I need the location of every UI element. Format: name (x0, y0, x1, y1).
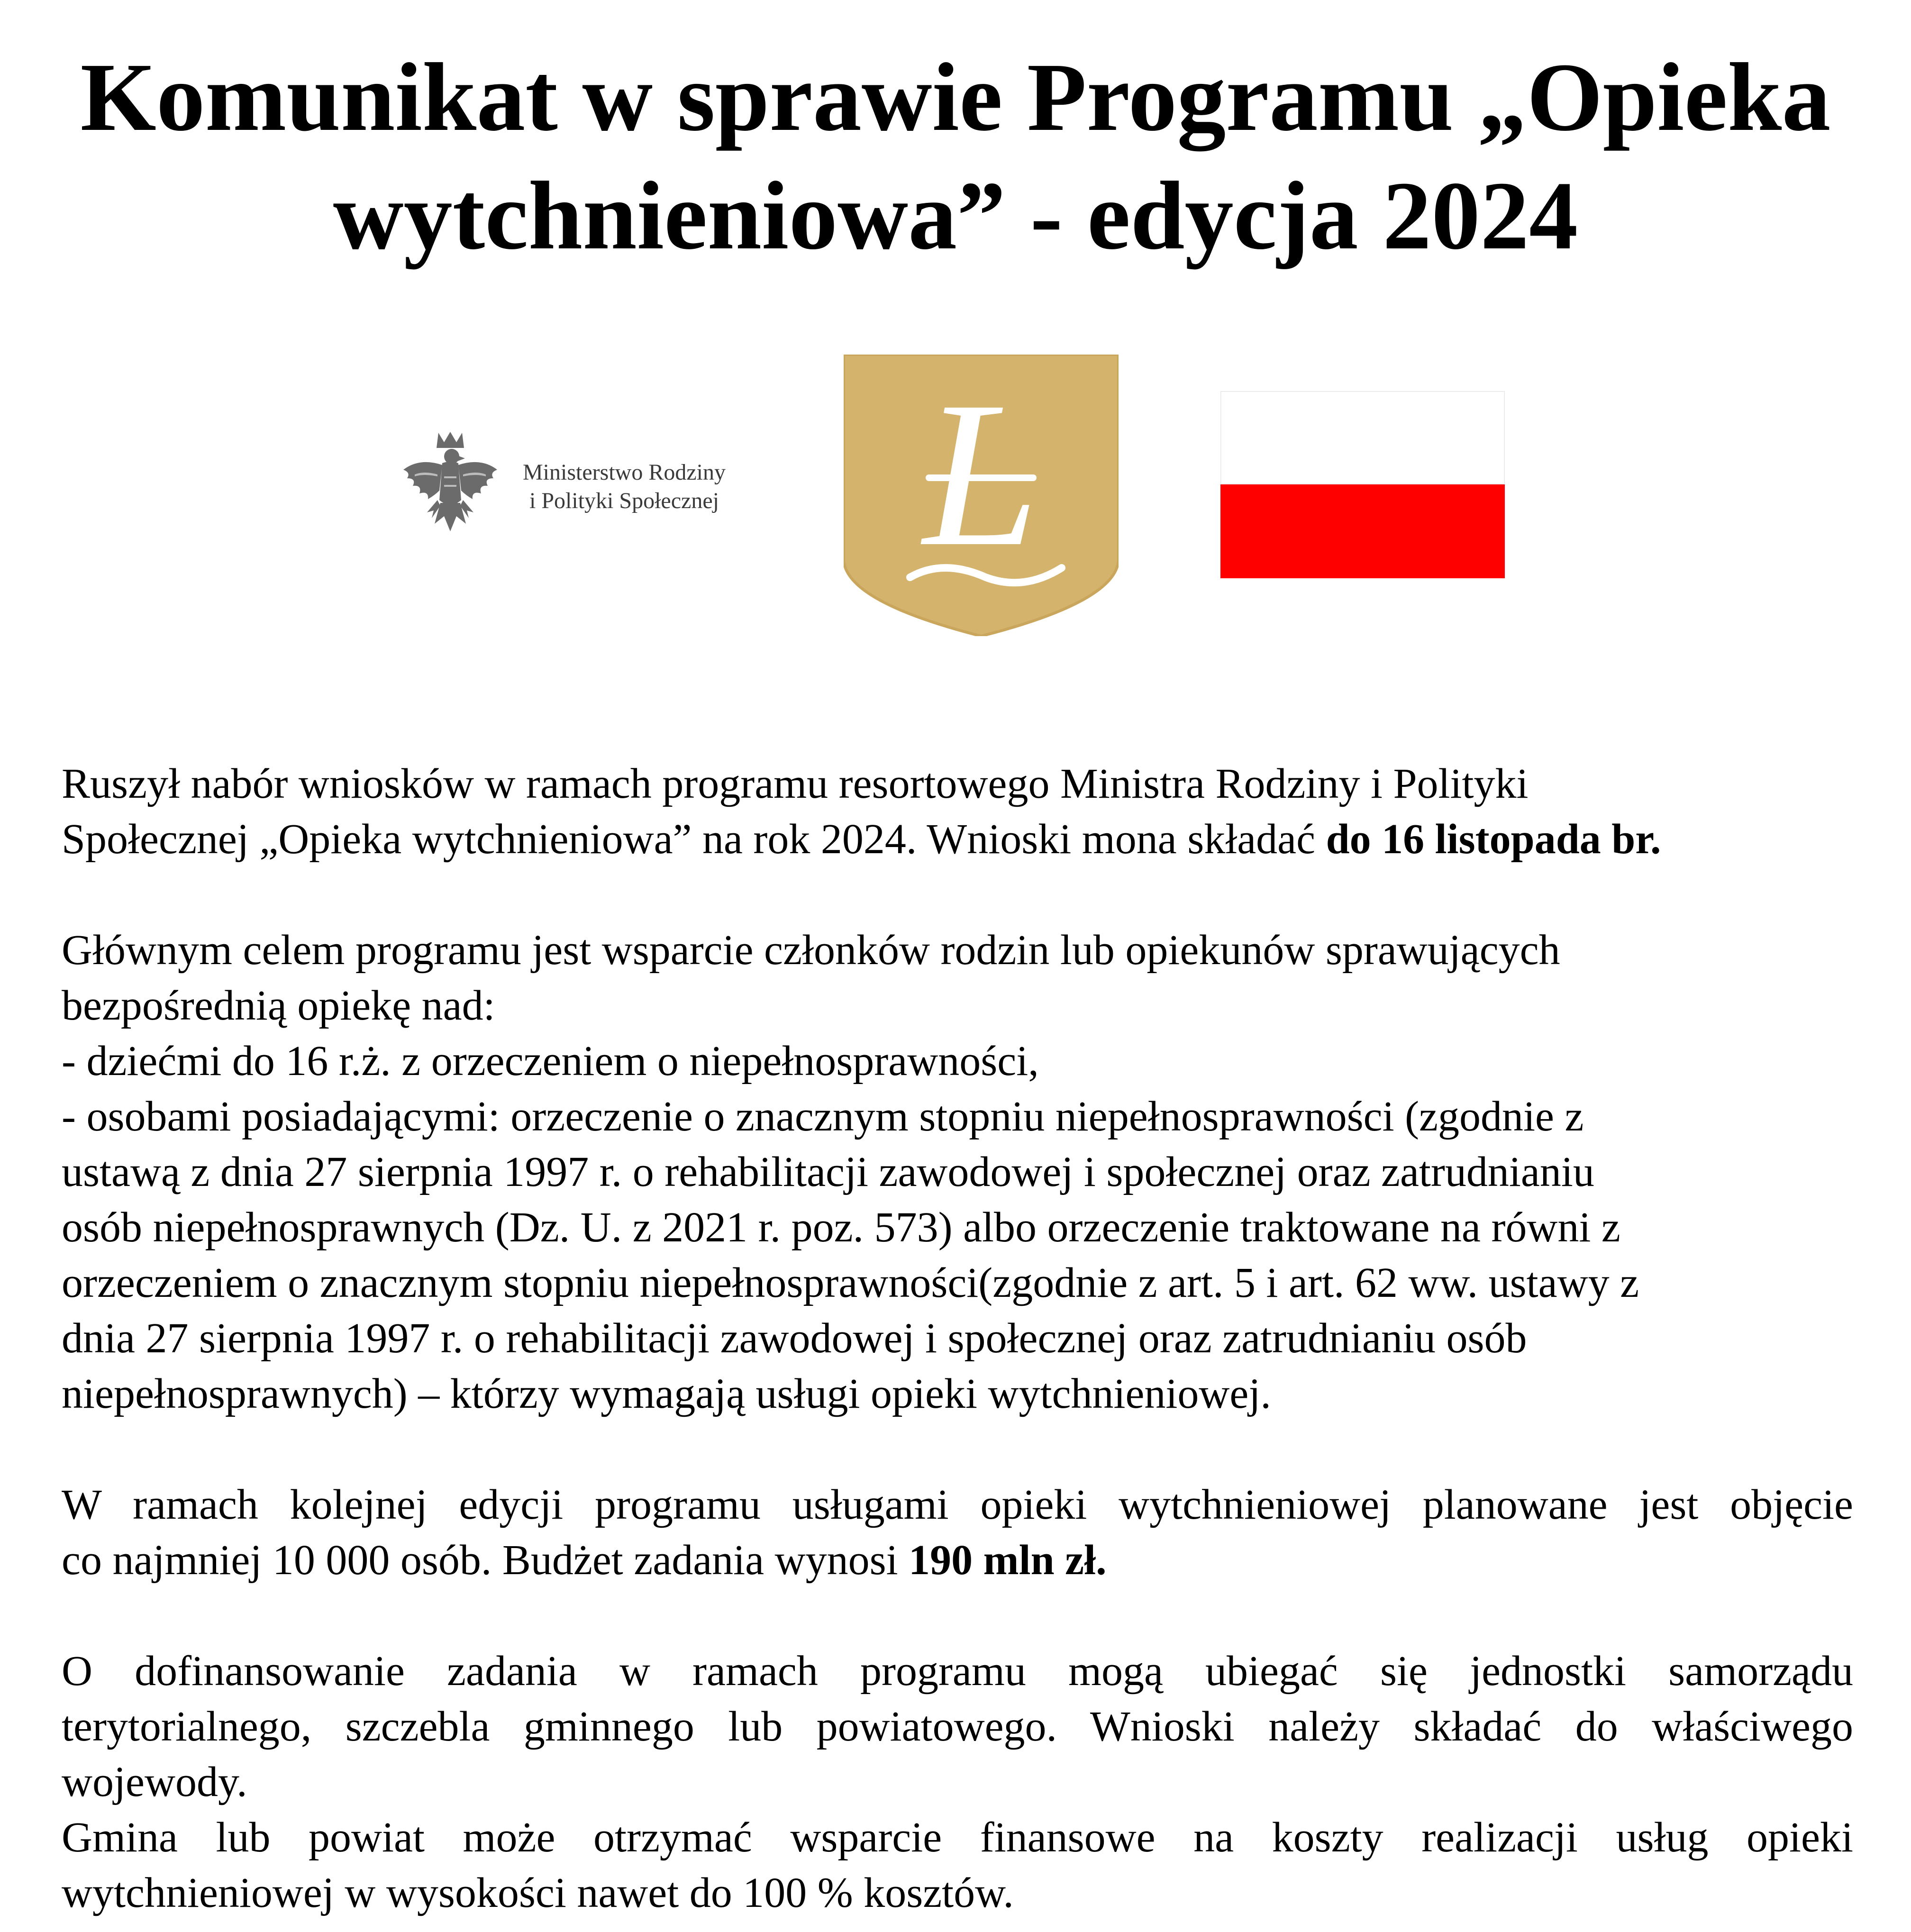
paragraph-line: O dofinansowanie zadania w ramach programu mogą ubiegać się jednostki samorządu (62, 1648, 1853, 1695)
ministry-name (523, 458, 726, 515)
list-item: - osobami posiadającymi: orzeczenie o znacznym stopniu niepełnosprawności (zgodnie z (62, 1093, 1584, 1140)
page-title-line-2: wytchnieniowa” - edycja 2024 (333, 161, 1578, 270)
announcement-body (62, 756, 1853, 1921)
paragraph-line (62, 811, 1853, 867)
paragraph-line (62, 1532, 1853, 1588)
paragraph-line: dnia 27 sierpnia 1997 r. o rehabilitacji zawodowej i społecznej oraz zatrudnianiu osób (62, 1315, 1527, 1362)
polish-eagle-emblem-icon (400, 429, 500, 538)
paragraph-line: wytchnieniowej w wysokości nawet do 100 % kosztów. (62, 1869, 1014, 1916)
ministry-name-line-1: Ministerstwo Rodziny (523, 460, 726, 485)
paragraph-line: Głównym celem programu jest wsparcie członków rodzin lub opiekunów sprawujących (62, 927, 1560, 974)
paragraph-eligibility (62, 1643, 1853, 1921)
paragraph-line: W ramach kolejnej edycji programu usługami opieki wytchnieniowej planowane jest objęcie (62, 1481, 1853, 1528)
deadline-highlight: do 16 listopada br. (1326, 816, 1661, 863)
paragraph-line: Ruszył nabór wniosków w ramach programu resortowego Ministra Rodziny i Polityki (62, 760, 1529, 807)
paragraph-text: co najmniej 10 000 osób. Budżet zadania wynosi (62, 1537, 909, 1584)
paragraph-budget (62, 1477, 1853, 1588)
paragraph-line: ustawą z dnia 27 sierpnia 1997 r. o rehabilitacji zawodowej i społecznej oraz zatrudnianiu (62, 1148, 1594, 1195)
paragraph-line: osób niepełnosprawnych (Dz. U. z 2021 r. poz. 573) albo orzeczenie traktowane na równi z (62, 1204, 1620, 1251)
paragraph-goal (62, 922, 1853, 1422)
list-item: - dziećmi do 16 r.ż. z orzeczeniem o niepełnosprawności, (62, 1038, 1039, 1084)
paragraph-line: bezpośrednią opiekę nad: (62, 982, 495, 1029)
budget-highlight: 190 mln zł. (909, 1537, 1107, 1584)
gold-shield-letter-l-icon (844, 355, 1119, 636)
paragraph-line: wojewody. (62, 1759, 247, 1805)
paragraph-text: Społecznej „Opieka wytchnieniowa” na rok 2024. Wnioski mona składać (62, 816, 1326, 863)
paragraph-line: orzeczeniem o znacznym stopniu niepełnosprawności(zgodnie z art. 5 i art. 62 ww. ustawy z (62, 1259, 1639, 1306)
paragraph-line: terytorialnego, szczebla gminnego lub powiatowego. Wnioski należy składać do właściwego (62, 1703, 1853, 1750)
shield-letter: L (923, 359, 1039, 590)
page-title (0, 38, 1911, 275)
polish-flag-icon (1220, 391, 1505, 578)
ministry-logo (400, 429, 770, 538)
paragraph-line: niepełnosprawnych) – którzy wymagają usługi opieki wytchnieniowej. (62, 1370, 1271, 1417)
paragraph-line: Gmina lub powiat może otrzymać wsparcie finansowe na koszty realizacji usług opieki (62, 1814, 1853, 1861)
paragraph-recruitment (62, 756, 1853, 867)
page-title-line-1: Komunikat w sprawie Programu „Opieka (80, 43, 1831, 151)
ministry-name-line-2: i Polityki Społecznej (529, 488, 719, 513)
